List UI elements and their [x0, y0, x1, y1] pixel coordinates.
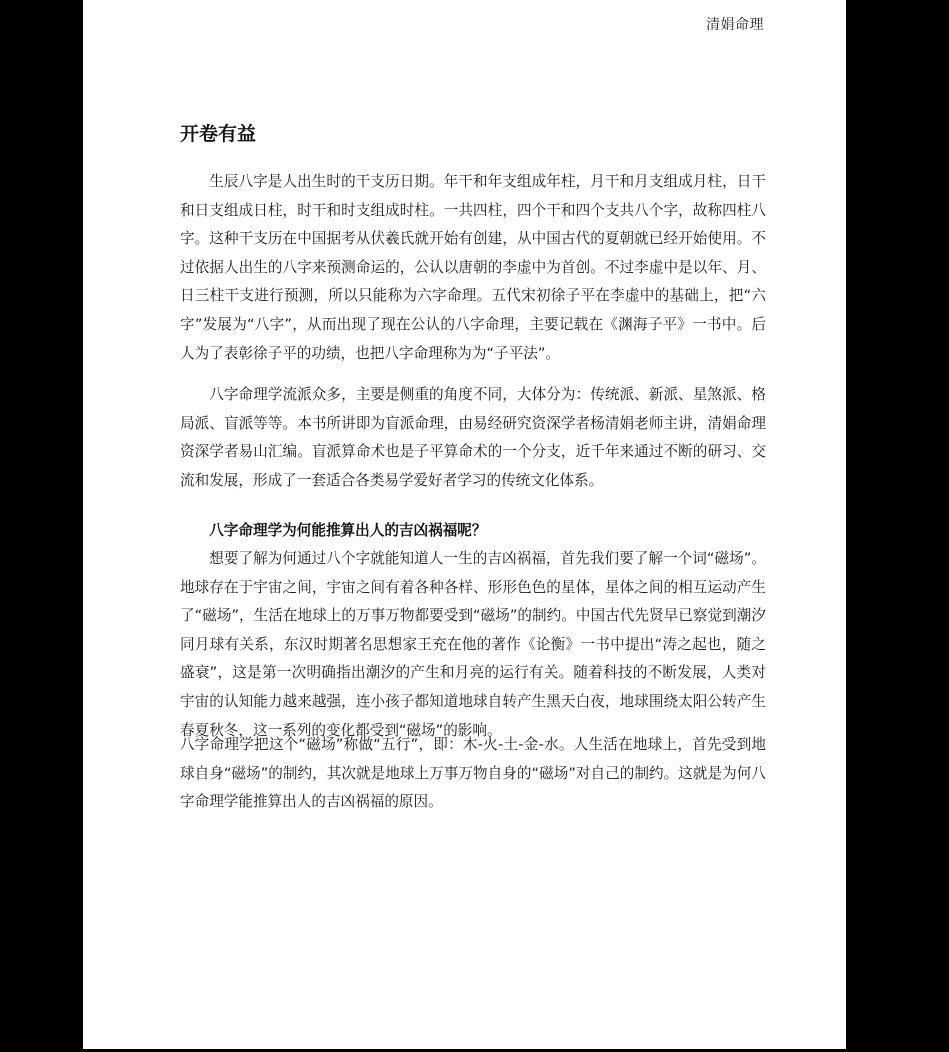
paragraph-intro: 生辰八字是人出生时的干支历日期。年干和年支组成年柱，月干和月支组成月柱，日干和日支组成日柱，时干和时支组成时柱。一共四柱，四个干和四个支共八个字，故称四柱八字。这种干支历在中国据考从伏羲氏就开始有创建，从中国古代的夏朝就已经开始使用。不过依据人出生的八字来预测命运的，公认以唐朝的李虚中为首创。不过李虚中是以年、月、日三柱干支进行预测，所以只能称为六字命理。五代宋初徐子平在李虚中的基础上，把“六字”发展为“八字”，从而出现了现在公认的八字命理，主要记载在《渊海子平》一书中。后人为了表彰徐子平的功绩，也把八字命理称为为“子平法”。 [180, 173, 766, 362]
document-page [83, 0, 846, 1049]
paragraph-schools: 八字命理学流派众多，主要是侧重的角度不同，大体分为：传统派、新派、星煞派、格局派、盲派等等。本书所讲即为盲派命理，由易经研究资深学者杨清娟老师主讲，清娟命理资深学者易山汇编。盲派算命术也是子平算命术的一个分支，近千年来通过不断的研习、交流和发展，形成了一套适合各类易学爱好者学习的传统文化体系。 [180, 386, 766, 489]
paragraph-five-elements: 八字命理学把这个“磁场”称做“五行”，即：木-火-土-金-水。人生活在地球上，首先受到地球自身“磁场”的制约，其次就是地球上万事万物自身的“磁场”对自己的制约。这就是为何八字命理学能推算出人的吉凶祸福的原因。 [180, 736, 766, 811]
page-header-brand: 清娟命理 [706, 17, 764, 33]
page-title: 开卷有益 [180, 123, 257, 145]
paragraph-magnetic-field: 想要了解为何通过八个字就能知道人一生的吉凶祸福，首先我们要了解一个词“磁场”。地球存在于宇宙之间，宇宙之间有着各种各样、形形色色的星体，星体之间的相互运动产生了“磁场”，生活在地球上的万事万物都要受到“磁场”的制约。中国古代先贤早已察觉到潮汐同月球有关系，东汉时期著名思想家王充在他的著作《论衡》一书中提出“涛之起也，随之盛衰”，这是第一次明确指出潮汐的产生和月亮的运行有关。随着科技的不断发展，人类对宇宙的认知能力越来越强，连小孩子都知道地球自转产生黑天白夜，地球围绕太阳公转产生春夏秋冬，这一系列的变化都受到“磁场”的影响。 [180, 550, 766, 739]
section-subheading: 八字命理学为何能推算出人的吉凶祸福呢？ [209, 522, 487, 539]
